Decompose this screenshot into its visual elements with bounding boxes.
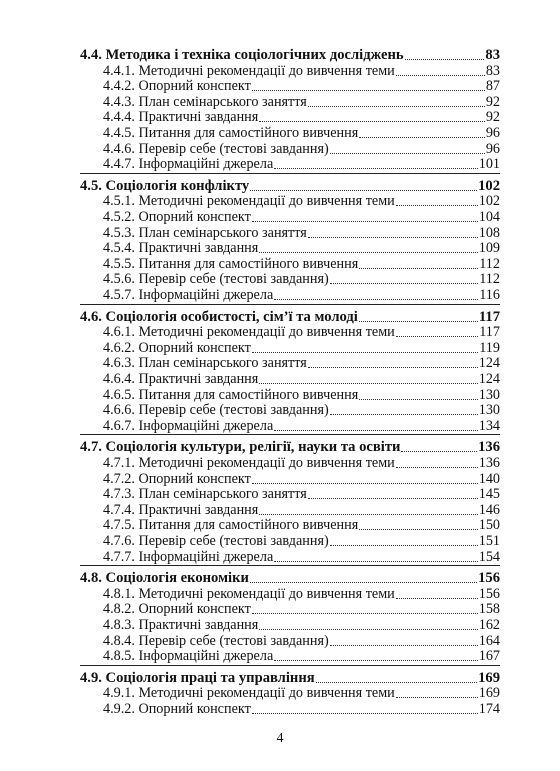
toc-subsection-entry: [103, 647, 500, 665]
dot-leader: [396, 467, 478, 468]
toc-entry-title: 4.6. Соціологія особистості, сім’ї та молоді: [80, 308, 358, 325]
toc-entry-title: 4.9.1. Методичні рекомендації до вивчення теми: [103, 685, 395, 702]
dot-leader: [359, 268, 478, 269]
toc-entry-title: 4.8.2. Опорний конспект: [103, 601, 251, 618]
dot-leader: [250, 582, 477, 583]
toc-entry-page: 151: [478, 533, 500, 549]
dot-leader: [308, 498, 478, 499]
dot-leader: [252, 221, 478, 222]
toc-entry-title: 4.6.5. Питання для самостійного вивчення: [103, 386, 359, 403]
toc-entry-page: 130: [478, 402, 500, 419]
dot-leader: [274, 430, 477, 431]
toc-entry-page: 156: [478, 570, 500, 587]
toc-entry-page: 112: [479, 255, 500, 272]
toc-entry-page: 156: [478, 585, 500, 602]
toc-entry-title: 4.6.6. Перевір себе (тестові завдання): [103, 402, 329, 419]
toc-subsection-entry: [103, 700, 500, 718]
toc-subsection-entry: [103, 548, 500, 566]
toc-entry-title: 4.7. Соціологія культури, релігії, науки та освіти: [80, 439, 401, 456]
toc-subsection-entry: [103, 155, 500, 173]
toc-entry-title: 4.5. Соціологія конфлікту: [80, 177, 250, 194]
toc-entry-title: 4.7.3. План семінарського заняття: [103, 486, 307, 503]
toc-entry-title: 4.4. Методика і техніка соціологічних досліджень: [80, 47, 404, 63]
dot-leader: [396, 336, 478, 337]
toc-subsection-entry: [103, 286, 500, 304]
toc-entry-title: 4.5.2. Опорний конспект: [103, 209, 251, 225]
toc-entry-page: 101: [478, 156, 500, 173]
toc-entry-page: 117: [479, 324, 500, 341]
dot-leader: [252, 90, 485, 91]
toc-entry-title: 4.9. Соціологія праці та управління: [80, 669, 315, 686]
toc-entry-page: 102: [478, 177, 500, 194]
dot-leader: [308, 106, 485, 107]
dot-leader: [405, 59, 485, 60]
toc-entry-title: 4.5.3. План семінарського заняття: [103, 224, 307, 241]
toc-entry-page: 87: [485, 78, 500, 95]
toc-entry-page: 117: [478, 308, 500, 325]
toc-entry-title: 4.8. Соціологія економіки: [80, 570, 249, 587]
toc-entry-title: 4.4.2. Опорний конспект: [103, 78, 251, 95]
toc-entry-page: 169: [478, 685, 500, 702]
toc-entry-title: 4.4.3. План семінарського заняття: [103, 93, 307, 110]
toc-entry-page: 174: [478, 701, 500, 717]
toc-entry-page: 136: [478, 439, 500, 456]
toc-entry-page: 134: [478, 417, 500, 434]
section-divider: [80, 565, 500, 566]
toc-entry-title: 4.6.2. Опорний конспект: [103, 339, 251, 356]
toc-entry-title: 4.4.1. Методичні рекомендації до вивчення теми: [103, 62, 395, 79]
toc-entry-page: 162: [478, 617, 500, 633]
toc-entry-page: 169: [478, 669, 500, 686]
toc-entry-title: 4.5.5. Питання для самостійного вивчення: [103, 255, 359, 272]
toc-entry-page: 167: [478, 648, 500, 665]
toc-entry-page: 150: [478, 517, 500, 534]
toc-entry-title: 4.6.4. Практичні завдання: [103, 371, 259, 387]
toc-entry-title: 4.7.7. Інформаційні джерела: [103, 548, 274, 565]
dot-leader: [396, 75, 485, 76]
dot-leader: [401, 451, 477, 452]
toc-entry-title: 4.4.7. Інформаційні джерела: [103, 156, 274, 173]
toc-entry-title: 4.8.1. Методичні рекомендації до вивчення теми: [103, 585, 395, 602]
toc-entry-title: 4.5.4. Практичні завдання: [103, 240, 259, 257]
toc-entry-page: 154: [478, 548, 500, 565]
toc-subsection-entry: [103, 417, 500, 435]
dot-leader: [359, 321, 478, 322]
dot-leader: [396, 205, 478, 206]
toc-entry-title: 4.5.6. Перевір себе (тестові завдання): [103, 271, 329, 288]
toc-entry-title: 4.7.4. Практичні завдання: [103, 501, 259, 518]
toc-entry-page: 136: [478, 455, 500, 471]
toc-entry-title: 4.4.5. Питання для самостійного вивчення: [103, 125, 359, 141]
section-divider: [80, 304, 500, 305]
toc-entry-page: 158: [478, 601, 500, 618]
dot-leader: [274, 299, 478, 300]
toc-entry-title: 4.4.4. Практичні завдання: [103, 109, 259, 126]
toc-entry-page: 104: [478, 209, 500, 225]
dot-leader: [330, 153, 485, 154]
toc-entry-page: 96: [485, 125, 500, 141]
toc-entry-title: 4.8.5. Інформаційні джерела: [103, 648, 274, 665]
dot-leader: [274, 660, 477, 661]
toc-entry-page: 124: [478, 355, 500, 372]
dot-leader: [250, 190, 477, 191]
dot-leader: [259, 629, 477, 630]
toc-entry-title: 4.7.6. Перевір себе (тестові завдання): [103, 533, 329, 549]
toc-entry-page: 116: [479, 287, 500, 303]
toc-entry-title: 4.6.1. Методичні рекомендації до вивчення теми: [103, 324, 395, 341]
dot-leader: [330, 414, 478, 415]
dot-leader: [259, 121, 485, 122]
toc-entry-page: 124: [478, 371, 500, 387]
toc-entry-title: 4.8.3. Практичні завдання: [103, 617, 259, 633]
toc-entry-title: 4.5.7. Інформаційні джерела: [103, 287, 274, 303]
dot-leader: [330, 645, 478, 646]
toc-entry-page: 92: [485, 109, 500, 126]
dot-leader: [252, 352, 478, 353]
section-divider: [80, 665, 500, 666]
toc-entry-page: 140: [478, 470, 500, 487]
toc-entry-page: 130: [478, 386, 500, 403]
toc-entry-page: 83: [485, 62, 500, 79]
dot-leader: [396, 697, 478, 698]
dot-leader: [330, 545, 478, 546]
toc-entry-page: 108: [478, 224, 500, 241]
toc-entry-title: 4.5.1. Методичні рекомендації до вивчення теми: [103, 193, 395, 210]
section-divider: [80, 173, 500, 174]
toc-entry-page: 102: [478, 193, 500, 210]
toc-entry-title: 4.9.2. Опорний конспект: [103, 701, 251, 717]
toc-entry-title: 4.7.5. Питання для самостійного вивчення: [103, 517, 359, 534]
dot-leader: [308, 237, 478, 238]
dot-leader: [359, 529, 478, 530]
dot-leader: [252, 483, 478, 484]
dot-leader: [274, 168, 477, 169]
toc-entry-title: 4.8.4. Перевір себе (тестові завдання): [103, 632, 329, 649]
section-divider: [80, 434, 500, 435]
toc-entry-page: 164: [478, 632, 500, 649]
toc-entry-title: 4.6.7. Інформаційні джерела: [103, 417, 274, 434]
dot-leader: [259, 252, 477, 253]
toc-entry-page: 145: [478, 486, 500, 503]
toc-entry-page: 119: [479, 339, 500, 356]
dot-leader: [274, 561, 477, 562]
dot-leader: [259, 514, 477, 515]
toc-entry-page: 83: [485, 47, 500, 63]
dot-leader: [308, 367, 478, 368]
dot-leader: [330, 283, 479, 284]
dot-leader: [359, 137, 485, 138]
toc-entry-title: 4.7.1. Методичні рекомендації до вивчення теми: [103, 455, 395, 471]
page-number: 4: [276, 731, 284, 746]
toc-entry-page: 92: [485, 93, 500, 110]
dot-leader: [396, 598, 478, 599]
toc-entry-title: 4.7.2. Опорний конспект: [103, 470, 251, 487]
dot-leader: [359, 399, 478, 400]
dot-leader: [259, 383, 477, 384]
toc-entry-title: 4.4.6. Перевір себе (тестові завдання): [103, 140, 329, 157]
toc-entry-page: 112: [479, 271, 500, 288]
dot-leader: [316, 682, 477, 683]
toc-entry-page: 109: [478, 240, 500, 257]
toc-entry-page: 96: [485, 140, 500, 157]
dot-leader: [252, 713, 478, 714]
toc-entry-page: 146: [478, 501, 500, 518]
toc-entry-title: 4.6.3. План семінарського заняття: [103, 355, 307, 372]
dot-leader: [252, 613, 478, 614]
